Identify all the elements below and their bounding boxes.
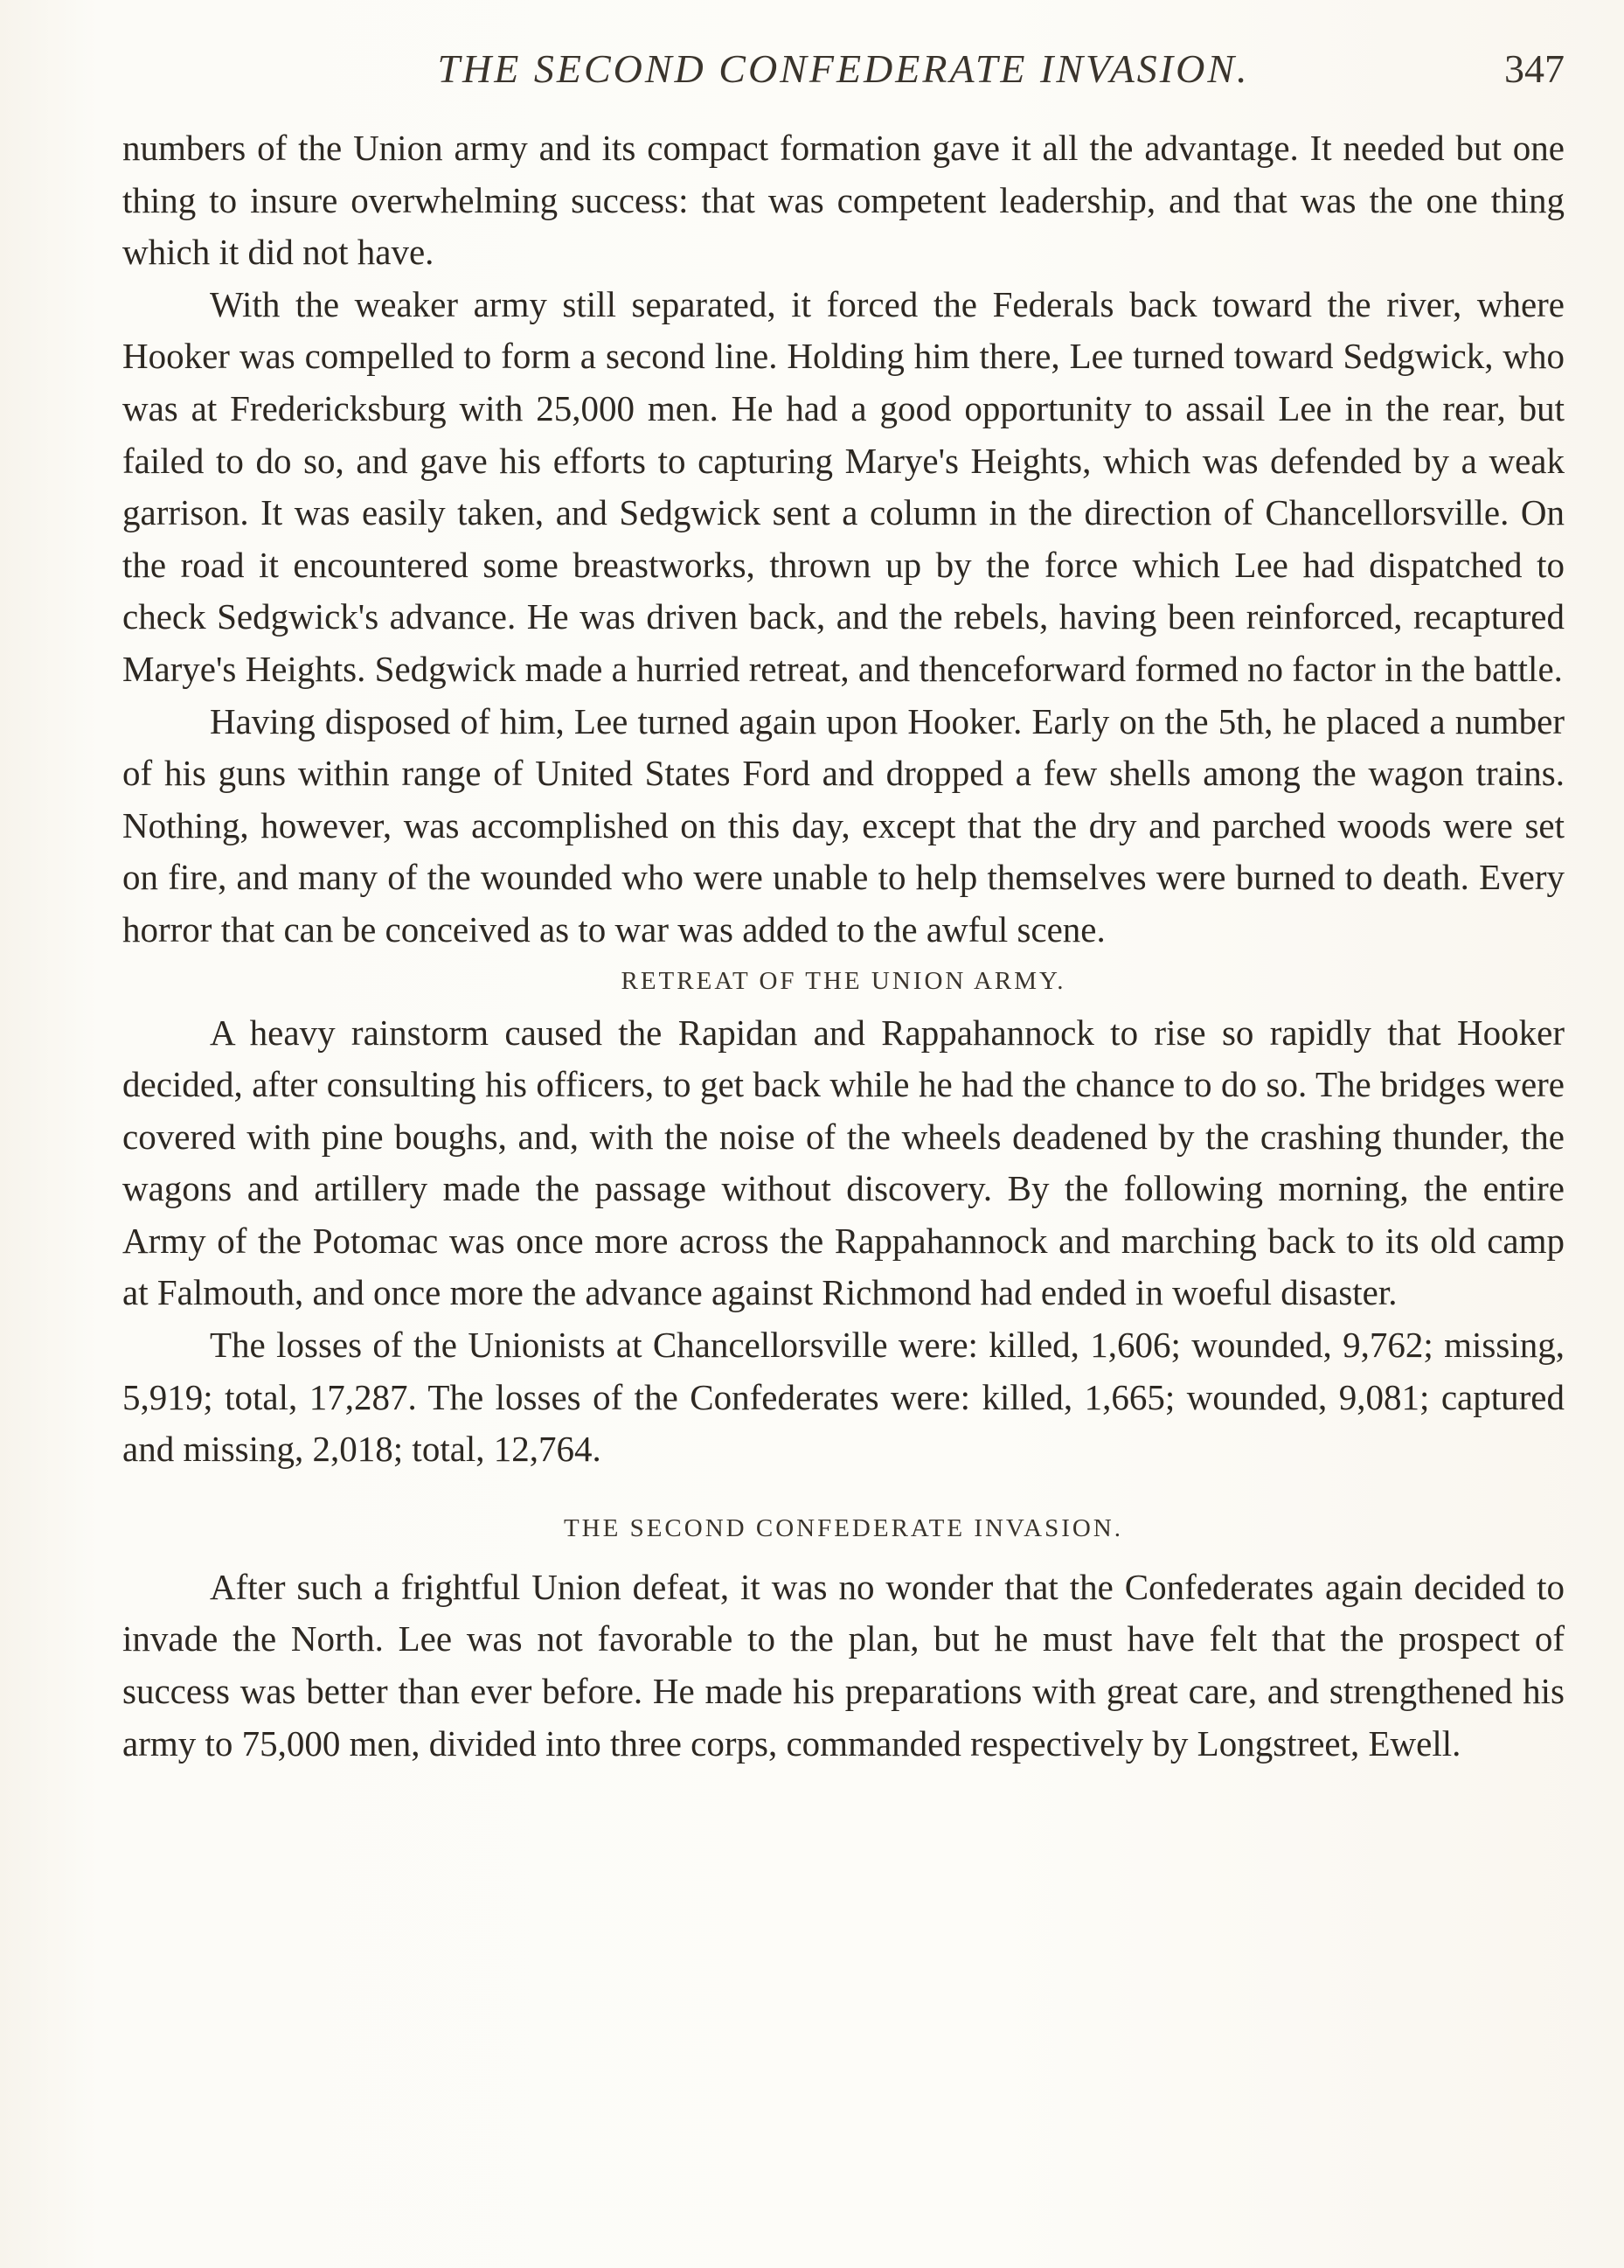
paragraph-weaker-army: With the weaker army still separated, it forced the Federals back toward the river, where Hooker was compelled to form a second line. Holding him there, Lee turned toward Sedgwick, who was at Fredericksburg with 25,000 men. He had a good opportunity to assail Lee in the rear, but failed to do so, and gave his efforts to capturing Marye's Heights, which was defended by a weak garrison. It was easily taken, and Sedgwick sent a column in the direction of Chancellorsville. On the road it encountered some breastworks, thrown up by the force which Lee had dispatched to check Sedgwick's advance. He was driven back, and the rebels, having been reinforced, recaptured Marye's Heights. Sedgwick made a hurried retreat, and thenceforward formed no factor in the battle. — [122, 283, 1565, 689]
section-heading-invasion: THE SECOND CONFEDERATE INVASION. — [563, 1513, 1124, 1542]
paragraph-frightful-defeat: After such a frightful Union defeat, it was no wonder that the Confederates again decided to invade the North. Lee was not favorable to the plan, but he must have felt that the prospect of success was better than ever before. He made his preparations with great care, and strengthened his army to 75,000 men, divided into three corps, commanded respectively by Longstreet, Ewell. — [122, 1566, 1565, 1764]
section-heading-retreat: RETREAT OF THE UNION ARMY. — [621, 966, 1066, 995]
paragraph-rainstorm: A heavy rainstorm caused the Rapidan and Rappahannock to rise so rapidly that Hooker decided, after consulting his officers, to get back while he had the chance to do so. The bridges were covered with pine boughs, and, with the noise of the wheels deadened by the crashing thunder, the wagons and artillery made the passage without discovery. By the following morning, the entire Army of the Potomac was once more across the Rappahannock and marching back to its old camp at Falmouth, and once more the advance against Richmond had ended in woeful disaster. — [122, 1012, 1565, 1313]
body-text — [122, 122, 1565, 1770]
running-title: THE SECOND CONFEDERATE INVASION. — [437, 46, 1250, 91]
running-head — [122, 45, 1565, 98]
page-number: 347 — [1504, 46, 1565, 91]
paragraph-continued: numbers of the Union army and its compact formation gave it all the advantage. It needed but one thing to insure overwhelming success: that was competent leadership, and that was the one thing which it did not have. — [122, 128, 1565, 273]
paragraph-disposed-of-him: Having disposed of him, Lee turned again upon Hooker. Early on the 5th, he placed a number of his guns within range of United States Ford and dropped a few shells among the wagon trains. Nothing, however, was accomplished on this day, except that the dry and parched woods were set on fire, and many of the wounded who were unable to help themselves were burned to death. Every horror that can be conceived as to war was added to the awful scene. — [122, 700, 1565, 950]
paragraph-losses: The losses of the Unionists at Chancellorsville were: killed, 1,606; wounded, 9,762; missing, 5,919; total, 17,287. The losses of the Confederates were: killed, 1,665; wounded, 9,081; captured and missing, 2,018; total, 12,764. — [122, 1325, 1565, 1470]
